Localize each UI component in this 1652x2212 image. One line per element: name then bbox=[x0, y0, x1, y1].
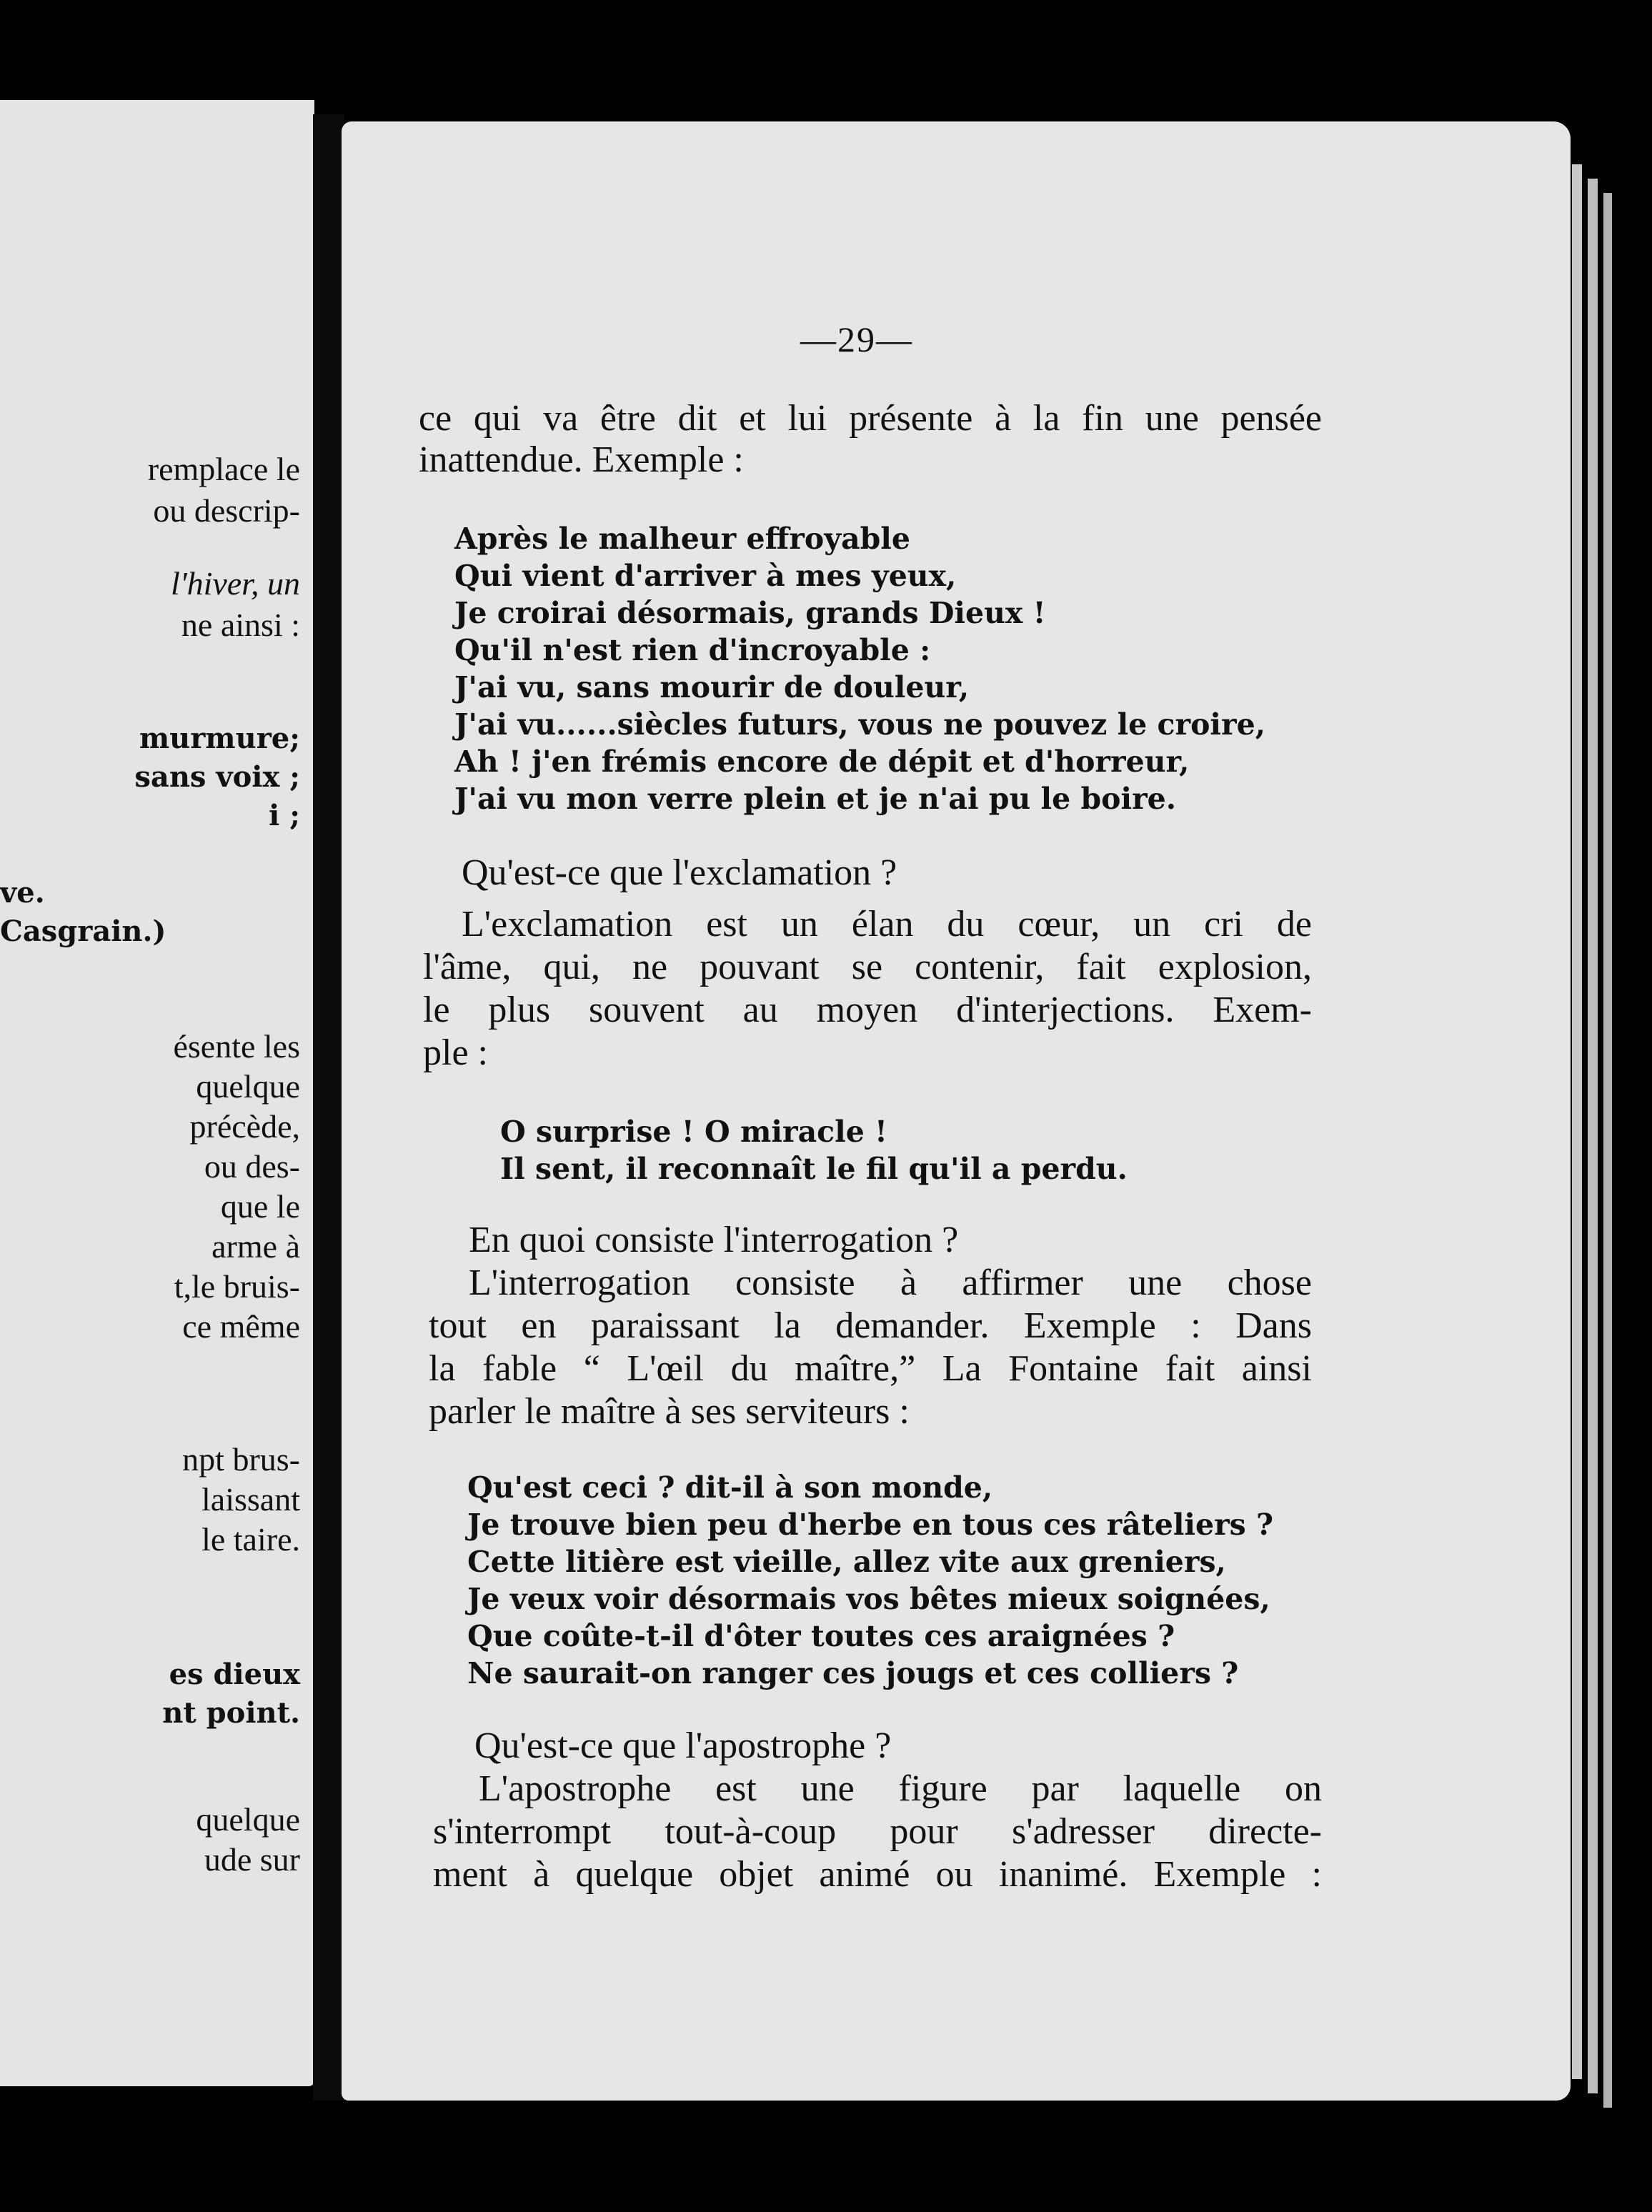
section-question: Qu'est-ce que l'apostrophe ? bbox=[474, 1725, 892, 1766]
verse-line: O surprise ! O miracle ! bbox=[500, 1115, 888, 1149]
left-page-line: nt point. bbox=[162, 1696, 300, 1730]
left-page-line: remplace le bbox=[147, 451, 300, 487]
left-page-line: ve. bbox=[0, 876, 45, 910]
verse-line: Je croirai désormais, grands Dieux ! bbox=[454, 596, 1046, 630]
prose-line: ce qui va être dit et lui présente à la fin une pensée bbox=[419, 398, 1322, 439]
left-page-line: précède, bbox=[189, 1108, 300, 1145]
verse-line: Qu'est ceci ? dit-il à son monde, bbox=[467, 1470, 993, 1505]
verse-line: Je trouve bien peu d'herbe en tous ces râteliers ? bbox=[467, 1508, 1274, 1542]
left-page-line: ou descrip- bbox=[153, 492, 300, 529]
left-page-line: t,le bruis- bbox=[174, 1268, 300, 1305]
verse-line: Ne saurait-on ranger ces jougs et ces colliers ? bbox=[467, 1656, 1239, 1690]
prose-line: tout en paraissant la demander. Exemple : Dans bbox=[429, 1305, 1312, 1346]
section-question: En quoi consiste l'interrogation ? bbox=[469, 1220, 959, 1260]
verse-line: Ah ! j'en frémis encore de dépit et d'horreur, bbox=[454, 744, 1190, 779]
prose-line: s'interrompt tout-à-coup pour s'adresser directe- bbox=[433, 1811, 1322, 1852]
left-page-line: ou des- bbox=[204, 1148, 300, 1185]
prose-line: l'âme, qui, ne pouvant se contenir, fait explosion, bbox=[423, 947, 1312, 987]
prose-line: inattendue. Exemple : bbox=[419, 439, 744, 480]
verse-line: Il sent, il reconnaît le fil qu'il a perdu. bbox=[500, 1152, 1128, 1186]
left-page-line: le taire. bbox=[201, 1521, 300, 1558]
verse-line: J'ai vu......siècles futurs, vous ne pouvez le croire, bbox=[454, 707, 1265, 742]
left-page-line: ude sur bbox=[204, 1841, 300, 1878]
verse-line: J'ai vu, sans mourir de douleur, bbox=[454, 670, 970, 704]
left-page-line: ce même bbox=[182, 1308, 300, 1345]
section-question: Qu'est-ce que l'exclamation ? bbox=[462, 852, 897, 893]
verse-line: Je veux voir désormais vos bêtes mieux soignées, bbox=[467, 1582, 1270, 1616]
verse-line: Cette litière est vieille, allez vite aux greniers, bbox=[467, 1545, 1226, 1579]
left-page-line: arme à bbox=[212, 1228, 300, 1265]
left-page-line: murmure; bbox=[139, 722, 300, 755]
book-spine bbox=[313, 114, 344, 2101]
left-page-line: laissant bbox=[201, 1481, 300, 1518]
left-page-line: Casgrain.) bbox=[0, 915, 166, 948]
verse-line: Que coûte-t-il d'ôter toutes ces araignées ? bbox=[467, 1619, 1175, 1653]
left-page-line: ne ainsi : bbox=[181, 607, 300, 643]
prose-line: L'apostrophe est une figure par laquelle on bbox=[479, 1768, 1322, 1809]
prose-line: ment à quelque objet animé ou inanimé. Exemple : bbox=[433, 1854, 1322, 1895]
prose-line: parler le maître à ses serviteurs : bbox=[429, 1391, 910, 1432]
page-number: —29— bbox=[800, 319, 913, 359]
left-page-line: i ; bbox=[269, 799, 300, 832]
prose-line: L'interrogation consiste à affirmer une chose bbox=[469, 1262, 1312, 1303]
left-page-line: quelque bbox=[196, 1801, 300, 1838]
prose-line: ple : bbox=[423, 1032, 488, 1073]
page-edge bbox=[1588, 179, 1598, 2093]
left-page-line: que le bbox=[220, 1188, 300, 1225]
left-page-line: ésente les bbox=[173, 1028, 300, 1065]
verse-line: Qui vient d'arriver à mes yeux, bbox=[454, 559, 957, 593]
left-page-line: quelque bbox=[196, 1068, 300, 1105]
page-edge bbox=[1572, 164, 1582, 2079]
verse-line: Après le malheur effroyable bbox=[454, 522, 910, 556]
verse-line: Qu'il n'est rien d'incroyable : bbox=[454, 633, 931, 667]
left-page bbox=[0, 100, 314, 2086]
left-page-line: npt brus- bbox=[182, 1441, 300, 1478]
left-page-line: l'hiver, un bbox=[170, 565, 300, 602]
prose-line: L'exclamation est un élan du cœur, un cri de bbox=[462, 904, 1312, 945]
verse-line: J'ai vu mon verre plein et je n'ai pu le boire. bbox=[454, 782, 1177, 816]
left-page-line: es dieux bbox=[169, 1658, 300, 1691]
prose-line: la fable “ L'œil du maître,” La Fontaine fait ainsi bbox=[429, 1348, 1312, 1389]
left-page-line: sans voix ; bbox=[134, 760, 300, 794]
page-edge bbox=[1603, 193, 1612, 2108]
prose-line: le plus souvent au moyen d'interjections. Exem- bbox=[423, 990, 1312, 1030]
